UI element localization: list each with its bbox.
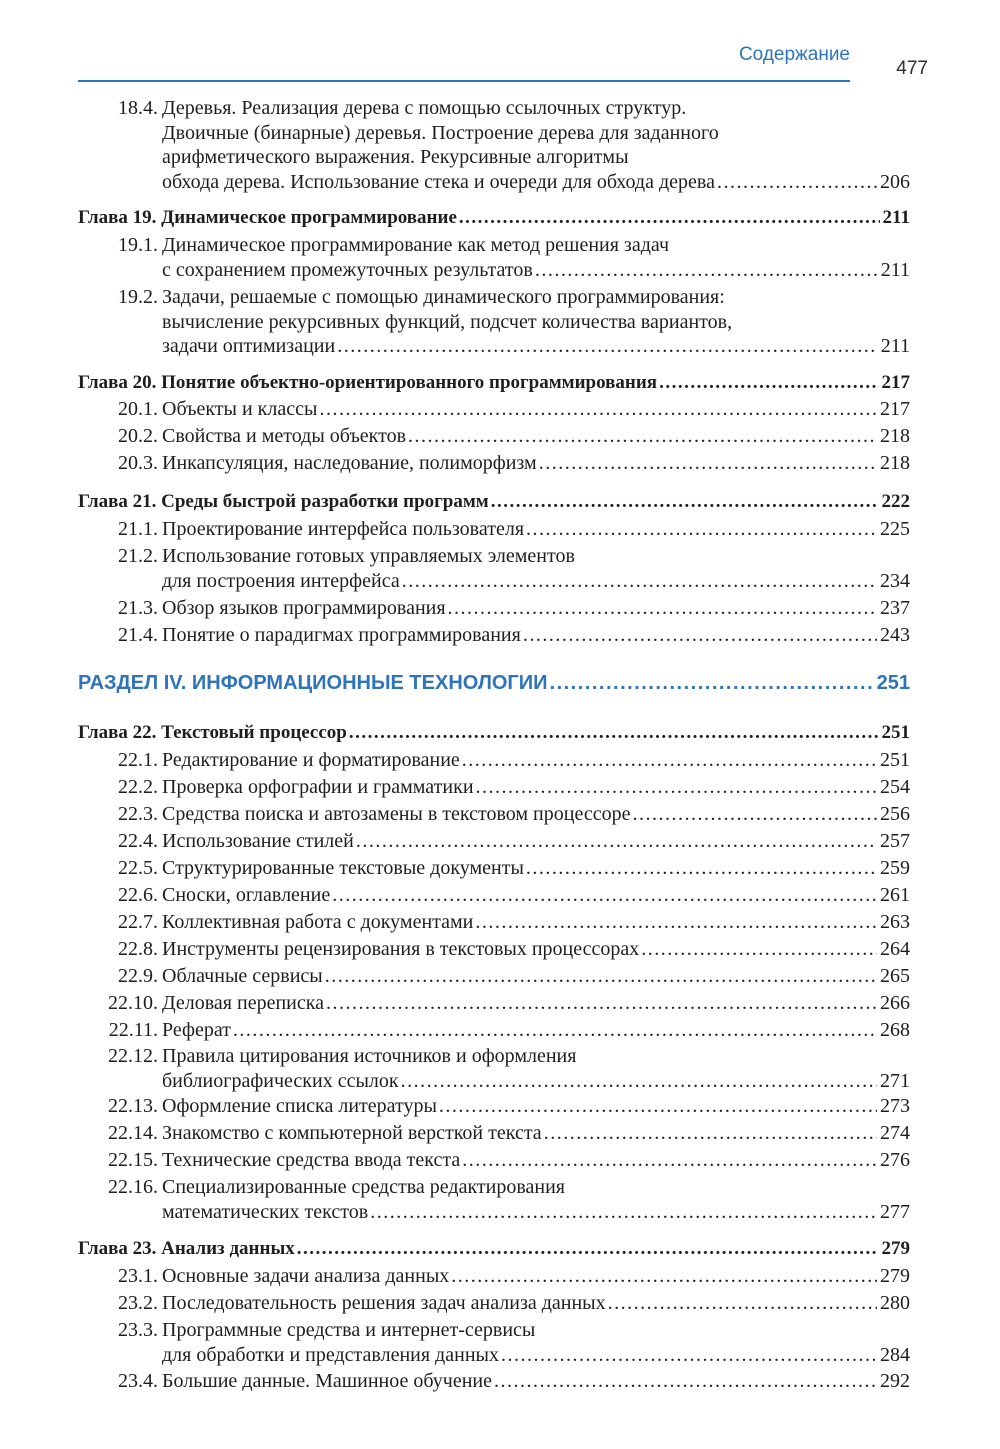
section-number: 20.2. bbox=[118, 425, 158, 447]
entry-title-line: Глава 19. Динамическое программирование bbox=[78, 207, 457, 228]
entry-page-number: 266 bbox=[880, 992, 910, 1014]
entry-title-line: Динамическое программирование как метод решения задач bbox=[162, 234, 670, 256]
dot-leader bbox=[608, 1291, 877, 1315]
section-number: 22.12. bbox=[108, 1045, 158, 1067]
entry-leader-row bbox=[78, 490, 910, 514]
entry-leader-row bbox=[162, 1121, 910, 1145]
section-number: 20.3. bbox=[118, 452, 158, 474]
entry-leader-row bbox=[162, 1018, 910, 1042]
dot-leader bbox=[332, 883, 877, 907]
entry-title-line: математических текстов bbox=[162, 1200, 369, 1223]
section-number: 19.1. bbox=[118, 234, 158, 256]
entry-title-line: задачи оптимизации bbox=[162, 335, 336, 357]
entry-title-line: Средства поиска и автозамены в текстовом процессоре bbox=[162, 803, 631, 825]
entry-leader-row bbox=[162, 748, 910, 772]
dot-leader bbox=[459, 206, 880, 230]
entry-title-line: Специализированные средства редактирования bbox=[162, 1176, 566, 1198]
dot-leader bbox=[544, 1121, 877, 1145]
section-number: 22.3. bbox=[118, 803, 158, 825]
entry-page-number: 217 bbox=[881, 372, 910, 393]
dot-leader bbox=[462, 1148, 877, 1172]
section-number: 22.2. bbox=[118, 776, 158, 798]
entry-title-line: Проверка орфографии и грамматики bbox=[162, 776, 474, 798]
dot-leader bbox=[659, 371, 878, 395]
section-number: 22.16. bbox=[108, 1176, 158, 1198]
dot-leader bbox=[370, 1200, 877, 1224]
dot-leader bbox=[491, 490, 879, 514]
header-title: Содержание bbox=[738, 44, 850, 65]
entry-leader-row bbox=[78, 206, 910, 230]
entry-leader-row bbox=[162, 258, 910, 282]
entry-title-line: Большие данные. Машинное обучение bbox=[162, 1370, 492, 1392]
entry-title-line: Глава 22. Текстовый процессор bbox=[78, 722, 347, 743]
entry-page-number: 211 bbox=[880, 335, 910, 357]
entry-title-line: арифметического выражения. Рекурсивные алгоритмы bbox=[162, 146, 629, 168]
entry-title-line: Свойства и методы объектов bbox=[162, 425, 407, 447]
dot-leader bbox=[501, 1343, 877, 1367]
entry-title-line: Программные средства и интернет-сервисы bbox=[162, 1319, 536, 1341]
entry-leader-row bbox=[162, 1148, 910, 1172]
entry-title-line: Задачи, решаемые с помощью динамического программирования: bbox=[162, 286, 725, 308]
entry-page-number: 279 bbox=[880, 1265, 910, 1287]
dot-leader bbox=[337, 334, 878, 358]
section-number: 22.14. bbox=[108, 1122, 158, 1144]
entry-leader-row bbox=[162, 883, 910, 907]
entry-leader-row bbox=[162, 964, 910, 988]
entry-page-number: 263 bbox=[880, 911, 910, 933]
entry-leader-row bbox=[162, 1264, 910, 1288]
dot-leader bbox=[462, 748, 877, 772]
dot-leader bbox=[526, 517, 877, 541]
entry-page-number: 261 bbox=[880, 884, 910, 906]
entry-page-number: 225 bbox=[880, 518, 910, 540]
entry-title-line: Деловая переписка bbox=[162, 992, 325, 1014]
entry-leader-row bbox=[162, 1069, 910, 1093]
dot-leader bbox=[632, 802, 877, 826]
entry-page-number: 211 bbox=[882, 207, 910, 228]
dot-leader bbox=[523, 623, 877, 647]
entry-title-line: вычисление рекурсивных функций, подсчет количества вариантов, bbox=[162, 310, 733, 333]
section-number: 20.1. bbox=[118, 398, 158, 420]
entry-title-line: Сноски, оглавление bbox=[162, 884, 331, 906]
page-number: 477 bbox=[896, 58, 928, 79]
dot-leader bbox=[326, 991, 877, 1015]
section-number: 22.8. bbox=[118, 938, 158, 960]
entry-leader-row bbox=[162, 802, 910, 826]
dot-leader bbox=[356, 829, 877, 853]
entry-title-line: для обработки и представления данных bbox=[162, 1343, 499, 1366]
entry-leader-row bbox=[162, 334, 910, 358]
entry-title-line: обхода дерева. Использование стека и очереди для обхода дерева bbox=[162, 170, 715, 193]
entry-title-line: Использование готовых управляемых элементов bbox=[162, 545, 575, 567]
entry-page-number: 268 bbox=[880, 1019, 910, 1041]
dot-leader bbox=[325, 964, 877, 988]
entry-leader-row bbox=[162, 775, 910, 799]
entry-leader-row bbox=[162, 937, 910, 961]
entry-page-number: 251 bbox=[881, 722, 910, 743]
entry-title-line: Оформление списка литературы bbox=[162, 1095, 437, 1117]
dot-leader bbox=[233, 1018, 877, 1042]
section-number: 23.3. bbox=[118, 1319, 158, 1341]
section-number: 21.1. bbox=[118, 518, 158, 540]
entry-page-number: 217 bbox=[880, 398, 910, 420]
entry-title-line: Основные задачи анализа данных bbox=[162, 1265, 450, 1287]
entry-leader-row bbox=[162, 1369, 910, 1393]
entry-title-line: Инкапсуляция, наследование, полиморфизм bbox=[162, 452, 537, 474]
entry-title-line: Глава 20. Понятие объектно-ориентированного программирования bbox=[78, 372, 658, 393]
entry-title-line: Коллективная работа с документами bbox=[162, 911, 474, 933]
entry-title-line: Проектирование интерфейса пользователя bbox=[162, 518, 525, 540]
entry-page-number: 276 bbox=[880, 1149, 910, 1171]
dot-leader bbox=[535, 258, 878, 282]
entry-leader-row bbox=[162, 517, 910, 541]
entry-page-number: 254 bbox=[880, 776, 910, 798]
entry-title-line: Понятие о парадигмах программирования bbox=[162, 624, 521, 646]
entry-title-line: Двоичные (бинарные) деревья. Построение дерева для заданного bbox=[162, 121, 719, 144]
section-number: 22.1. bbox=[118, 749, 158, 771]
entry-title-line: Объекты и классы bbox=[162, 398, 318, 420]
section-number: 22.9. bbox=[118, 965, 158, 987]
entry-page-number: 237 bbox=[880, 597, 910, 619]
entry-leader-row bbox=[162, 623, 910, 647]
section-number: 22.13. bbox=[108, 1095, 158, 1117]
dot-leader bbox=[476, 775, 877, 799]
entry-title-line: библиографических ссылок bbox=[162, 1069, 399, 1092]
entry-title-line: Знакомство с компьютерной версткой текста bbox=[162, 1122, 542, 1144]
entry-leader-row bbox=[162, 991, 910, 1015]
dot-leader bbox=[539, 451, 877, 475]
entry-title-line: с сохранением промежуточных результатов bbox=[162, 258, 533, 281]
section-number: 22.11. bbox=[108, 1019, 158, 1041]
entry-title-line: Использование стилей bbox=[162, 830, 354, 852]
entry-leader-row bbox=[162, 1094, 910, 1118]
entry-page-number: 277 bbox=[880, 1200, 910, 1223]
entry-title-line: Облачные сервисы bbox=[162, 965, 323, 987]
entry-page-number: 274 bbox=[880, 1122, 910, 1144]
dot-leader bbox=[475, 910, 877, 934]
dot-leader bbox=[297, 1237, 879, 1261]
entry-title-line: Последовательность решения задач анализа данных bbox=[162, 1292, 606, 1314]
entry-page-number: 243 bbox=[880, 624, 910, 646]
entry-page-number: 271 bbox=[880, 1069, 910, 1092]
entry-title-line: Технические средства ввода текста bbox=[162, 1149, 461, 1171]
entry-page-number: 251 bbox=[880, 749, 910, 771]
entry-page-number: 279 bbox=[881, 1238, 910, 1259]
entry-page-number: 265 bbox=[880, 965, 910, 987]
entry-leader-row bbox=[162, 569, 910, 593]
dot-leader bbox=[717, 170, 877, 194]
dot-leader bbox=[408, 424, 877, 448]
entry-leader-row bbox=[78, 1237, 910, 1261]
entry-title-line: Глава 23. Анализ данных bbox=[78, 1238, 295, 1259]
entry-page-number: 218 bbox=[880, 452, 910, 474]
section-number: 22.5. bbox=[118, 857, 158, 879]
entry-page-number: 256 bbox=[880, 803, 910, 825]
entry-title-line: Глава 21. Среды быстрой разработки программ bbox=[78, 491, 489, 512]
entry-page-number: 222 bbox=[881, 491, 910, 512]
entry-title-line: Деревья. Реализация дерева с помощью ссылочных структур. bbox=[162, 97, 687, 119]
section-number: 23.4. bbox=[118, 1370, 158, 1392]
section-number: 23.1. bbox=[118, 1265, 158, 1287]
dot-leader bbox=[401, 1069, 877, 1093]
dot-leader bbox=[494, 1369, 877, 1393]
entry-leader-row bbox=[78, 670, 910, 696]
entry-page-number: 292 bbox=[880, 1370, 910, 1392]
dot-leader bbox=[550, 670, 874, 696]
entry-leader-row bbox=[162, 397, 910, 421]
entry-page-number: 257 bbox=[880, 830, 910, 852]
section-number: 21.3. bbox=[118, 597, 158, 619]
entry-leader-row bbox=[162, 829, 910, 853]
entry-page-number: 211 bbox=[880, 258, 910, 281]
entry-leader-row bbox=[162, 424, 910, 448]
entry-leader-row bbox=[162, 170, 910, 194]
section-number: 19.2. bbox=[118, 286, 158, 308]
entry-title-line: Инструменты рецензирования в текстовых процессорах bbox=[162, 938, 640, 960]
section-number: 21.2. bbox=[118, 545, 158, 567]
entry-leader-row bbox=[162, 910, 910, 934]
section-number: 18.4. bbox=[118, 97, 158, 119]
section-number: 23.2. bbox=[118, 1292, 158, 1314]
entry-title-line: РАЗДЕЛ IV. ИНФОРМАЦИОННЫЕ ТЕХНОЛОГИИ bbox=[78, 672, 548, 694]
dot-leader bbox=[319, 397, 877, 421]
section-number: 22.10. bbox=[108, 992, 158, 1014]
entry-leader-row bbox=[78, 371, 910, 395]
entry-leader-row bbox=[162, 1343, 910, 1367]
entry-page-number: 234 bbox=[880, 569, 910, 592]
entry-title-line: Редактирование и форматирование bbox=[162, 749, 460, 771]
entry-page-number: 251 bbox=[876, 672, 910, 694]
entry-page-number: 273 bbox=[880, 1095, 910, 1117]
entry-leader-row bbox=[162, 1200, 910, 1224]
entry-leader-row bbox=[78, 721, 910, 745]
entry-leader-row bbox=[162, 1291, 910, 1315]
dot-leader bbox=[451, 1264, 877, 1288]
dot-leader bbox=[641, 937, 877, 961]
entry-page-number: 218 bbox=[880, 425, 910, 447]
entry-leader-row bbox=[162, 596, 910, 620]
dot-leader bbox=[402, 569, 877, 593]
dot-leader bbox=[448, 596, 877, 620]
entry-leader-row bbox=[162, 451, 910, 475]
dot-leader bbox=[526, 856, 877, 880]
entry-page-number: 284 bbox=[880, 1343, 910, 1366]
entry-page-number: 264 bbox=[880, 938, 910, 960]
entry-title-line: Реферат bbox=[162, 1019, 231, 1041]
section-number: 22.15. bbox=[108, 1149, 158, 1171]
entry-title-line: для построения интерфейса bbox=[162, 569, 400, 592]
section-number: 22.4. bbox=[118, 830, 158, 852]
entry-title-line: Структурированные текстовые документы bbox=[162, 857, 524, 879]
section-number: 21.4. bbox=[118, 624, 158, 646]
dot-leader bbox=[439, 1094, 877, 1118]
entry-leader-row bbox=[162, 856, 910, 880]
entry-title-line: Правила цитирования источников и оформления bbox=[162, 1045, 577, 1067]
section-number: 22.7. bbox=[118, 911, 158, 933]
entry-page-number: 280 bbox=[880, 1292, 910, 1314]
entry-page-number: 259 bbox=[880, 857, 910, 879]
entry-title-line: Обзор языков программирования bbox=[162, 597, 446, 619]
section-number: 22.6. bbox=[118, 884, 158, 906]
entry-page-number: 206 bbox=[880, 170, 910, 193]
dot-leader bbox=[349, 721, 879, 745]
